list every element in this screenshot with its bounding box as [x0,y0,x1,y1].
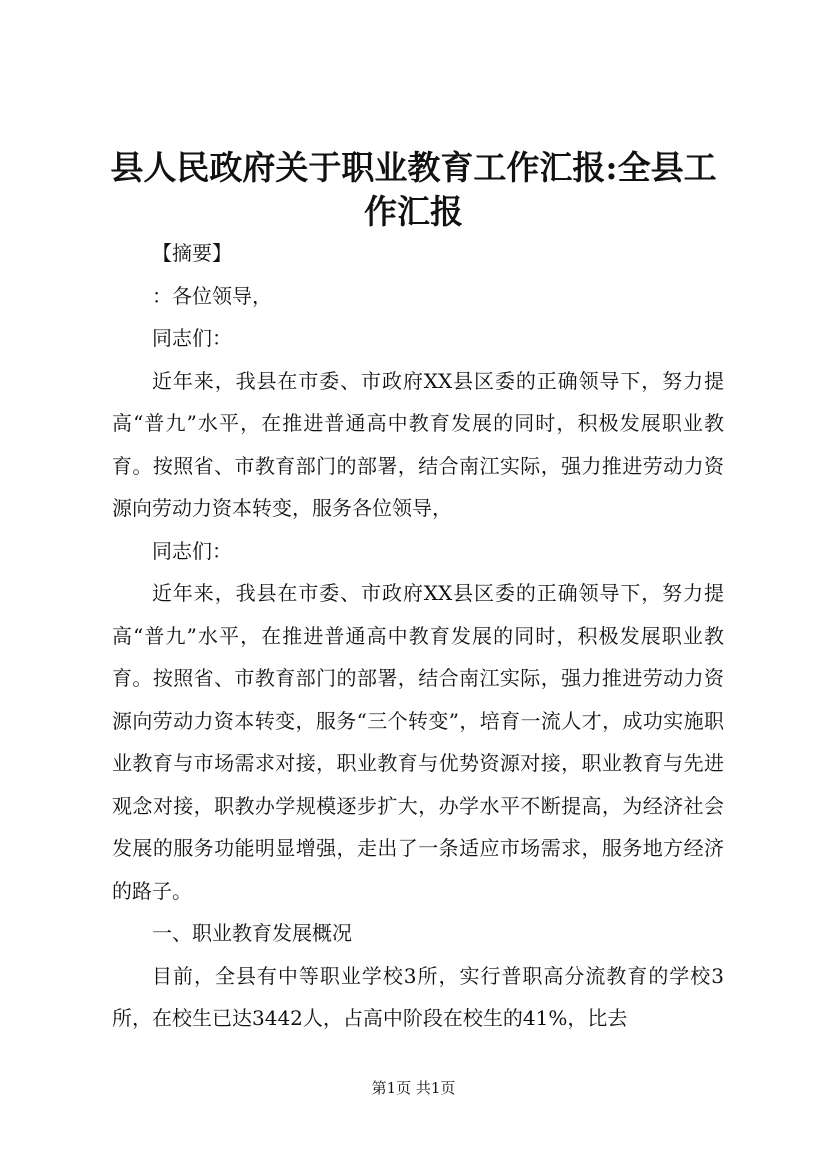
salutation-comrades-repeat: 同志们： [152,538,232,563]
body-paragraph-overview: 目前，全县有中等职业学校3所，实行普职高分流教育的学校3所，在校生已达3442人，占高中阶段在校生的41%，比去 [112,963,724,1030]
body-paragraph-main: 近年来，我县在市委、市政府XX县区委的正确领导下，努力提高“普九”水平，在推进普通高中教育发展的同时，积极发展职业教育。按照省、市教育部门的部署，结合南江实际，强力推进劳动力资源向劳动力资本转变，服务“三个转变”，培育一流人才，成功实施职业教育与市场需求对接，职业教育与优势资源对接，职业教育与先进观念对接，职教办学规模逐步扩大，办学水平不断提高，为经济社会发展的服务功能明显增强，走出了一条适应市场需求，服务地方经济的路子。 [112,581,724,903]
document-body [112,232,724,1040]
section-heading: 一、职业教育发展概况 [152,921,352,945]
body-paragraph: 近年来，我县在市委、市政府XX县区委的正确领导下，努力提高“普九”水平，在推进普通高中教育发展的同时，积极发展职业教育。按照省、市教育部门的部署，结合南江实际，强力推进劳动力资源向劳动力资本转变，服务各位领导， [112,368,724,520]
salutation-comrades: 同志们： [152,326,232,350]
page-number-footer: 第1页 共1页 [371,1079,456,1097]
document-title: 县人民政府关于职业教育工作汇报:全县工作汇报 [110,148,717,231]
abstract-label: 【摘要】 [152,241,232,265]
salutation-leaders: ：各位领导， [152,283,272,308]
